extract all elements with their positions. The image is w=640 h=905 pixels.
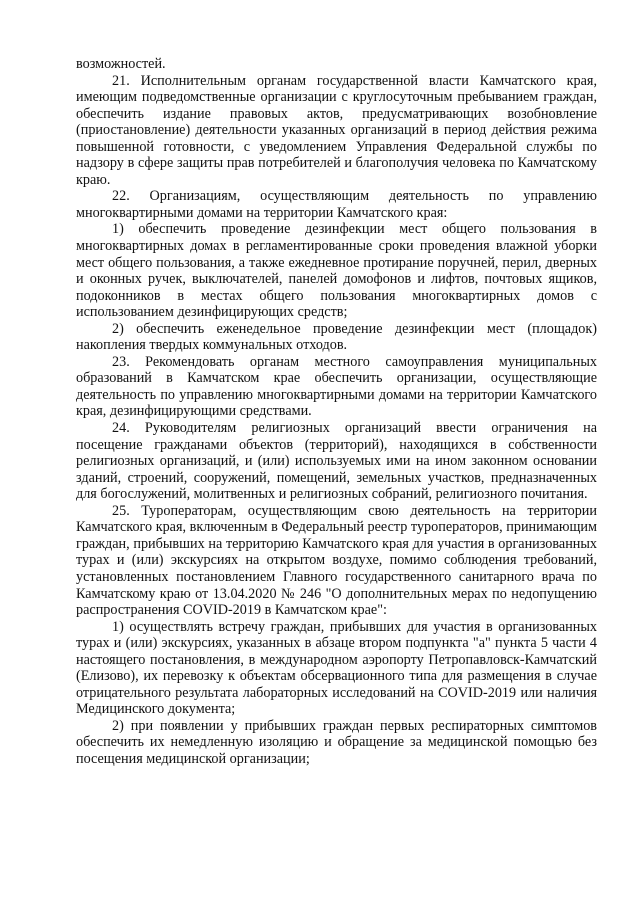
- paragraph-continuation: возможностей.: [76, 56, 166, 72]
- paragraph-22: 22. Организациям, осуществляющим деятельность по управлению многоквартирными домами на территории Камчатского края:: [76, 188, 597, 221]
- paragraph-25: 25. Туроператорам, осуществляющим свою деятельность на территории Камчатского края, включенным в Федеральный реестр туроператоров, принимающим граждан, прибывших на территорию Камчатского края для участия в организованных турах и (или) экскурсиях на открытом воздухе, помимо соблюдения требований, установленных постановлением Главного государственного санитарного врача по Камчатскому краю от 13.04.2020 № 246 "О дополнительных мерах по недопущению распространения COVID-2019 в Камчатском крае":: [76, 502, 597, 619]
- paragraph-25-item-1: 1) осуществлять встречу граждан, прибывших для участия в организованных турах и (или) экскурсиях, указанных в абзаце втором подпункта "а" пункта 5 части 4 настоящего постановления, в международном аэропорту Петропавловск-Камчатский (Елизово), их перевозку к объектам обсервационного типа для размещения в случае отрицательного результата лабораторных исследований на COVID-2019 или наличия Медицинского документа;: [76, 618, 597, 718]
- paragraph-25-item-2: 2) при появлении у прибывших граждан первых респираторных симптомов обеспечить их немедленную изоляцию и обращение за медицинской помощью без посещения медицинской организации;: [76, 717, 597, 767]
- document-page: [76, 56, 597, 768]
- paragraph-21: 21. Исполнительным органам государственной власти Камчатского края, имеющим подведомственные организации с круглосуточным пребыванием граждан, обеспечить издание правовых актов, предусматривающих возобновление (приостановление) деятельности указанных организаций в период действия режима повышенной готовности, с уведомлением Управления Федеральной службы по надзору в сфере защиты прав потребителей и благополучия человека по Камчатскому краю.: [76, 72, 597, 188]
- paragraph-22-item-2: 2) обеспечить еженедельное проведение дезинфекции мест (площадок) накопления твердых коммунальных отходов.: [76, 320, 597, 354]
- paragraph-22-item-1: 1) обеспечить проведение дезинфекции мест общего пользования в многоквартирных домах в регламентированные сроки проведения влажной уборки мест общего пользования, а также ежедневное протирание поручней, перил, дверных и оконных ручек, выключателей, панелей домофонов и лифтов, почтовых ящиков, подоконников в местах общего пользования многоквартирных домов с использованием дезинфицирующих средств;: [76, 221, 597, 321]
- paragraph-23: 23. Рекомендовать органам местного самоуправления муниципальных образований в Камчатском крае обеспечить организации, осуществляющие деятельность по управлению многоквартирными домами на территории Камчатского края, дезинфицирующими средствами.: [76, 353, 597, 420]
- paragraph-24: 24. Руководителям религиозных организаций ввести ограничения на посещение гражданами объектов (территорий), находящихся в собственности религиозных организаций, и (или) используемых ими на ином законном основании зданий, строений, сооружений, помещений, земельных участков, предназначенных для богослужений, молитвенных и религиозных собраний, религиозного почитания.: [76, 420, 597, 503]
